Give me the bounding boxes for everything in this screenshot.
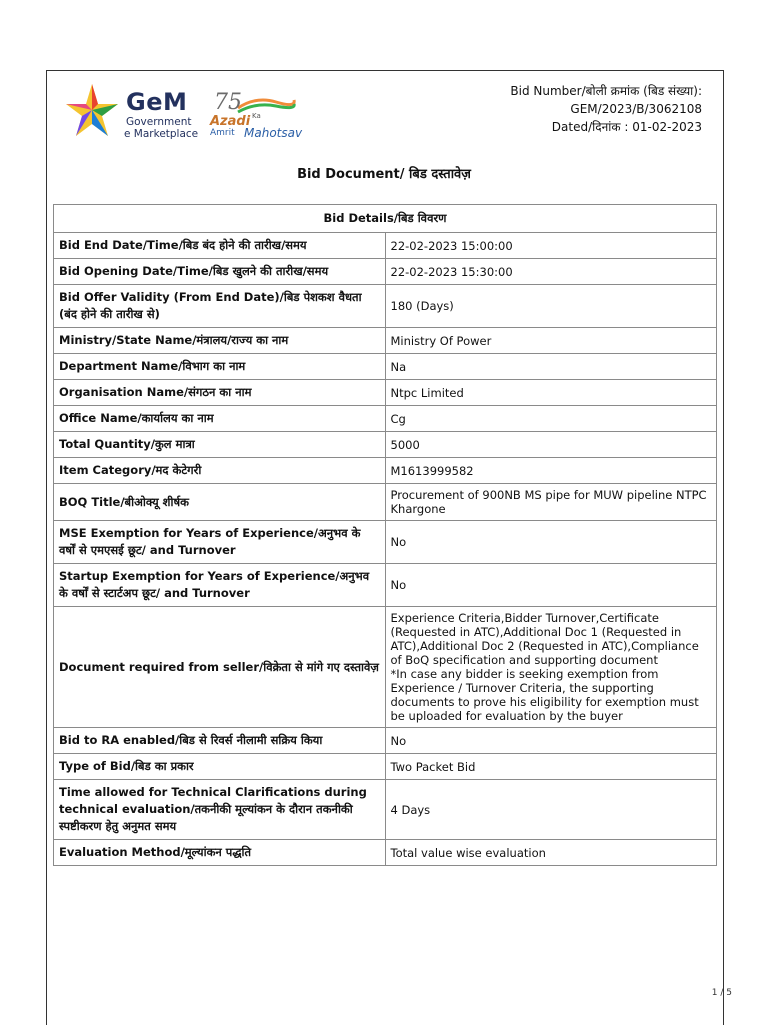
table-row: [54, 728, 717, 754]
row-label: Type of Bid/बिड का प्रकार: [54, 754, 386, 780]
table-row: [54, 607, 717, 728]
row-label: Evaluation Method/मूल्यांकन पद्धति: [54, 840, 386, 866]
row-value: No: [385, 521, 717, 564]
gem-star-logo-icon: [62, 80, 122, 140]
table-row: [54, 780, 717, 840]
row-value: 22-02-2023 15:30:00: [385, 259, 717, 285]
row-label: Bid Opening Date/Time/बिड खुलने की तारीख/समय: [54, 259, 386, 285]
gem-logo-sub2: e Marketplace: [124, 128, 199, 140]
row-label: MSE Exemption for Years of Experience/अनुभव के वर्षों से एमएसई छूट/ and Turnover: [54, 521, 386, 564]
table-row: [54, 328, 717, 354]
bid-dated: Dated/दिनांक : 01-02-2023: [551, 120, 702, 134]
row-label: Time allowed for Technical Clarifications during technical evaluation/तकनीकी मूल्यांकन के दौरान तकनीकी स्पष्टीकरण हेतु अनुमत समय: [54, 780, 386, 840]
row-value: 5000: [385, 432, 717, 458]
row-value: Cg: [385, 406, 717, 432]
page-number: 1 / 5: [711, 988, 732, 998]
row-value: Ntpc Limited: [385, 380, 717, 406]
row-label: Startup Exemption for Years of Experience/अनुभव के वर्षों से स्टार्टअप छूट/ and Turnover: [54, 564, 386, 607]
row-value: Ministry Of Power: [385, 328, 717, 354]
table-row: [54, 432, 717, 458]
row-value: M1613999582: [385, 458, 717, 484]
row-label: Department Name/विभाग का नाम: [54, 354, 386, 380]
azadi-ka: Ka: [252, 112, 261, 120]
azadi-ka-amrit-mahotsav-logo-icon: [210, 90, 320, 140]
table-row: [54, 354, 717, 380]
table-row: [54, 564, 717, 607]
row-value: No: [385, 728, 717, 754]
row-value: Two Packet Bid: [385, 754, 717, 780]
gem-logo-text: GeM: [126, 88, 188, 116]
row-label: BOQ Title/बीओक्यू शीर्षक: [54, 484, 386, 521]
table-row: [54, 233, 717, 259]
bid-meta: [510, 82, 702, 136]
bid-details-table: [53, 204, 717, 866]
bid-number-value: GEM/2023/B/3062108: [570, 102, 702, 116]
azadi-amrit: Amrit: [210, 128, 235, 138]
table-row: [54, 259, 717, 285]
row-value: Total value wise evaluation: [385, 840, 717, 866]
azadi-mahotsav: Mahotsav: [244, 126, 303, 140]
table-row: [54, 521, 717, 564]
table-row: [54, 840, 717, 866]
document-title: Bid Document/ बिड दस्तावेज़: [297, 167, 471, 182]
azadi-word: Azadi: [210, 114, 251, 129]
row-label: Document required from seller/विक्रेता से मांगे गए दस्तावेज़: [54, 607, 386, 728]
gem-logo-sub1: Government: [126, 116, 192, 128]
row-label: Item Category/मद केटेगरी: [54, 458, 386, 484]
row-value: 180 (Days): [385, 285, 717, 328]
document-header: [62, 78, 714, 148]
row-value: 22-02-2023 15:00:00: [385, 233, 717, 259]
row-value: No: [385, 564, 717, 607]
table-row: [54, 380, 717, 406]
row-label: Office Name/कार्यालय का नाम: [54, 406, 386, 432]
row-value: 4 Days: [385, 780, 717, 840]
table-row: [54, 406, 717, 432]
row-value: Na: [385, 354, 717, 380]
row-label: Bid End Date/Time/बिड बंद होने की तारीख/समय: [54, 233, 386, 259]
table-row: [54, 484, 717, 521]
row-label: Bid Offer Validity (From End Date)/बिड पेशकश वैधता (बंद होने की तारीख से): [54, 285, 386, 328]
table-row: [54, 285, 717, 328]
table-row: [54, 458, 717, 484]
row-label: Organisation Name/संगठन का नाम: [54, 380, 386, 406]
row-label: Bid to RA enabled/बिड से रिवर्स नीलामी सक्रिय किया: [54, 728, 386, 754]
row-value: Experience Criteria,Bidder Turnover,Certificate (Requested in ATC),Additional Doc 1 (Requested in ATC),Additional Doc 2 (Requested in ATC),Compliance of BoQ specification and supporting document *In case any bidder is seeking exemption from Experience / Turnover Criteria, the supporting documents to prove his eligibility for exemption must be uploaded for evaluation by the buyer: [385, 607, 717, 728]
azadi-75: 75: [214, 90, 242, 115]
bid-number-label: Bid Number/बोली क्रमांक (बिड संख्या):: [510, 84, 702, 98]
row-label: Ministry/State Name/मंत्रालय/राज्य का नाम: [54, 328, 386, 354]
gem-logo: [62, 80, 202, 144]
table-row: [54, 754, 717, 780]
row-value: Procurement of 900NB MS pipe for MUW pipeline NTPC Khargone: [385, 484, 717, 521]
bid-details-heading: Bid Details/बिड विवरण: [54, 205, 717, 233]
row-label: Total Quantity/कुल मात्रा: [54, 432, 386, 458]
